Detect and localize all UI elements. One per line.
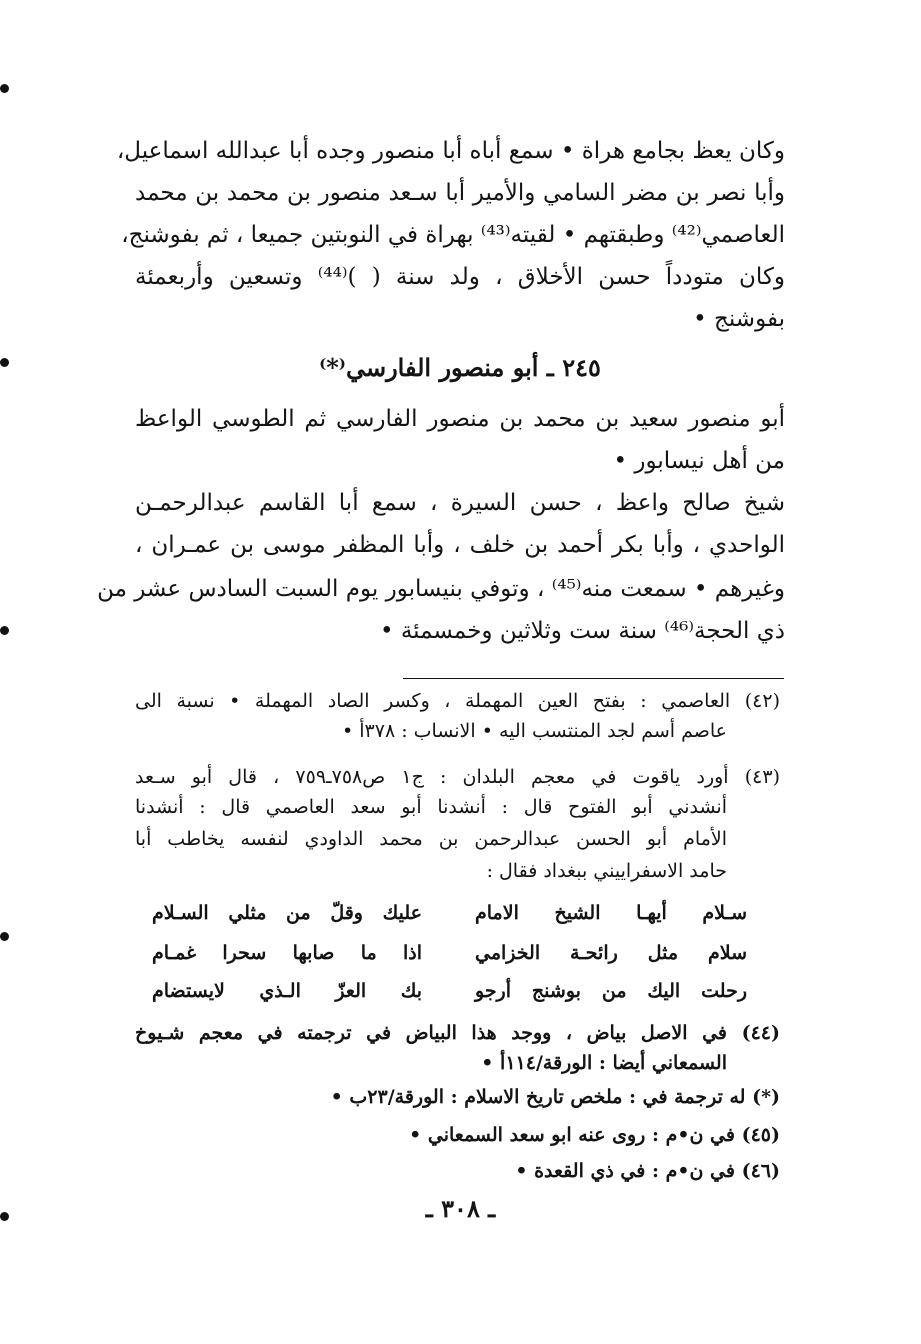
footnote-star: (*) له ترجمة في : ملخص تاريخ الاسلام : الورقة/٢٣ب •: [330, 1086, 780, 1108]
footnote-43-line: الأمام أبو الحسن عبدالرحمن بن محمد الداودي لنفسه يخاطب أبا: [135, 828, 727, 850]
poem-first-hemistich: رحلت اليك من بوشنج أرجو: [475, 980, 747, 1002]
poem-first-hemistich: سـلام أيهـا الشيخ الامام: [475, 902, 747, 924]
poem-second-hemistich: بك العزّ الـذي لايستضام: [152, 980, 422, 1002]
poem-second-hemistich: اذا ما صابها سحرا غمـام: [152, 942, 422, 964]
footnote-43-line: (٤٣) أورد ياقوت في معجم البلدان : ج١ ص٧٥٨ـ٧٥٩ ، قال أبو سـعد: [135, 766, 780, 788]
body-line: أبو منصور سعيد بن محمد بن منصور الفارسي ثم الطوسي الواعظ: [135, 406, 785, 432]
page-number: ـ ٣٠٨ ـ: [425, 1194, 496, 1223]
body-line: وكان يعظ بجامع هراة • سمع أباه أبا منصور وجده أبا عبدالله اسماعيل،: [116, 138, 785, 164]
footnote-44-line: (٤٤) في الاصل بياض ، ووجد هذا البياض في ترجمته في معجم شـيوخ: [135, 1022, 780, 1044]
footnote-rule: [403, 678, 784, 679]
margin-mark: [0, 626, 9, 635]
footnote-42-line: عاصم أسم لجد المنتسب اليه • الانساب : ٣٧٨أ •: [342, 720, 727, 742]
body-line: ذي الحجة⁽⁴⁶⁾ سنة ست وثلاثين وخمسمئة •: [379, 618, 785, 644]
entry-heading: ٢٤٥ ـ أبو منصور الفارسي⁽*⁾: [319, 353, 601, 382]
footnote-43-line: أنشدني أبو الفتوح قال : أنشدنا أبو سعد العاصمي قال : أنشدنا: [135, 796, 727, 818]
footnote-42-line: (٤٢) العاصمي : بفتح العين المهملة ، وكسر الصاد المهملة • نسبة الى: [135, 690, 780, 712]
body-line: شيخ صالح واعظ ، حسن السيرة ، سمع أبا القاسم عبدالرحمـن: [135, 490, 785, 516]
margin-mark: [0, 84, 9, 93]
footnote-46: (٤٦) في ن•م : في ذي القعدة •: [515, 1160, 780, 1182]
footnote-44-line: السمعاني أيضا : الورقة/١١٤أ •: [481, 1052, 727, 1074]
body-line: وأبا نصر بن مضر السامي والأمير أبا سـعد منصور بن محمد بن محمد: [135, 180, 785, 206]
poem-second-hemistich: عليك وقلّ من مثلي السـلام: [152, 902, 422, 924]
body-line: وغيرهم • سمعت منه⁽⁴⁵⁾ ، وتوفي بنيسابور يوم السبت السادس عشر من: [97, 576, 785, 602]
margin-mark: [0, 932, 9, 941]
body-line: من أهل نيسابور •: [613, 448, 785, 474]
body-line: الواحدي ، وأبا بكر أحمد بن خلف ، وأبا المظفر موسى بن عمـران ،: [135, 532, 785, 558]
body-line: وكان متودداً حسن الأخلاق ، ولد سنة ( )⁽⁴⁴⁾ وتسعين وأربعمئة: [135, 264, 786, 290]
body-line: العاصمي⁽⁴²⁾ وطبقتهم • لقيته⁽⁴³⁾ بهراة في النوبتين جميعا ، ثم بفوشنج،: [121, 222, 785, 248]
poem-first-hemistich: سلام مثل رائحـة الخزامي: [475, 942, 747, 964]
body-line: بفوشنج •: [693, 306, 785, 332]
footnote-45: (٤٥) في ن•م : روى عنه ابو سعد السمعاني •: [409, 1124, 780, 1146]
margin-mark: [0, 358, 9, 367]
footnote-43-line: حامد الاسفراييني ببغداد فقال :: [486, 860, 727, 882]
